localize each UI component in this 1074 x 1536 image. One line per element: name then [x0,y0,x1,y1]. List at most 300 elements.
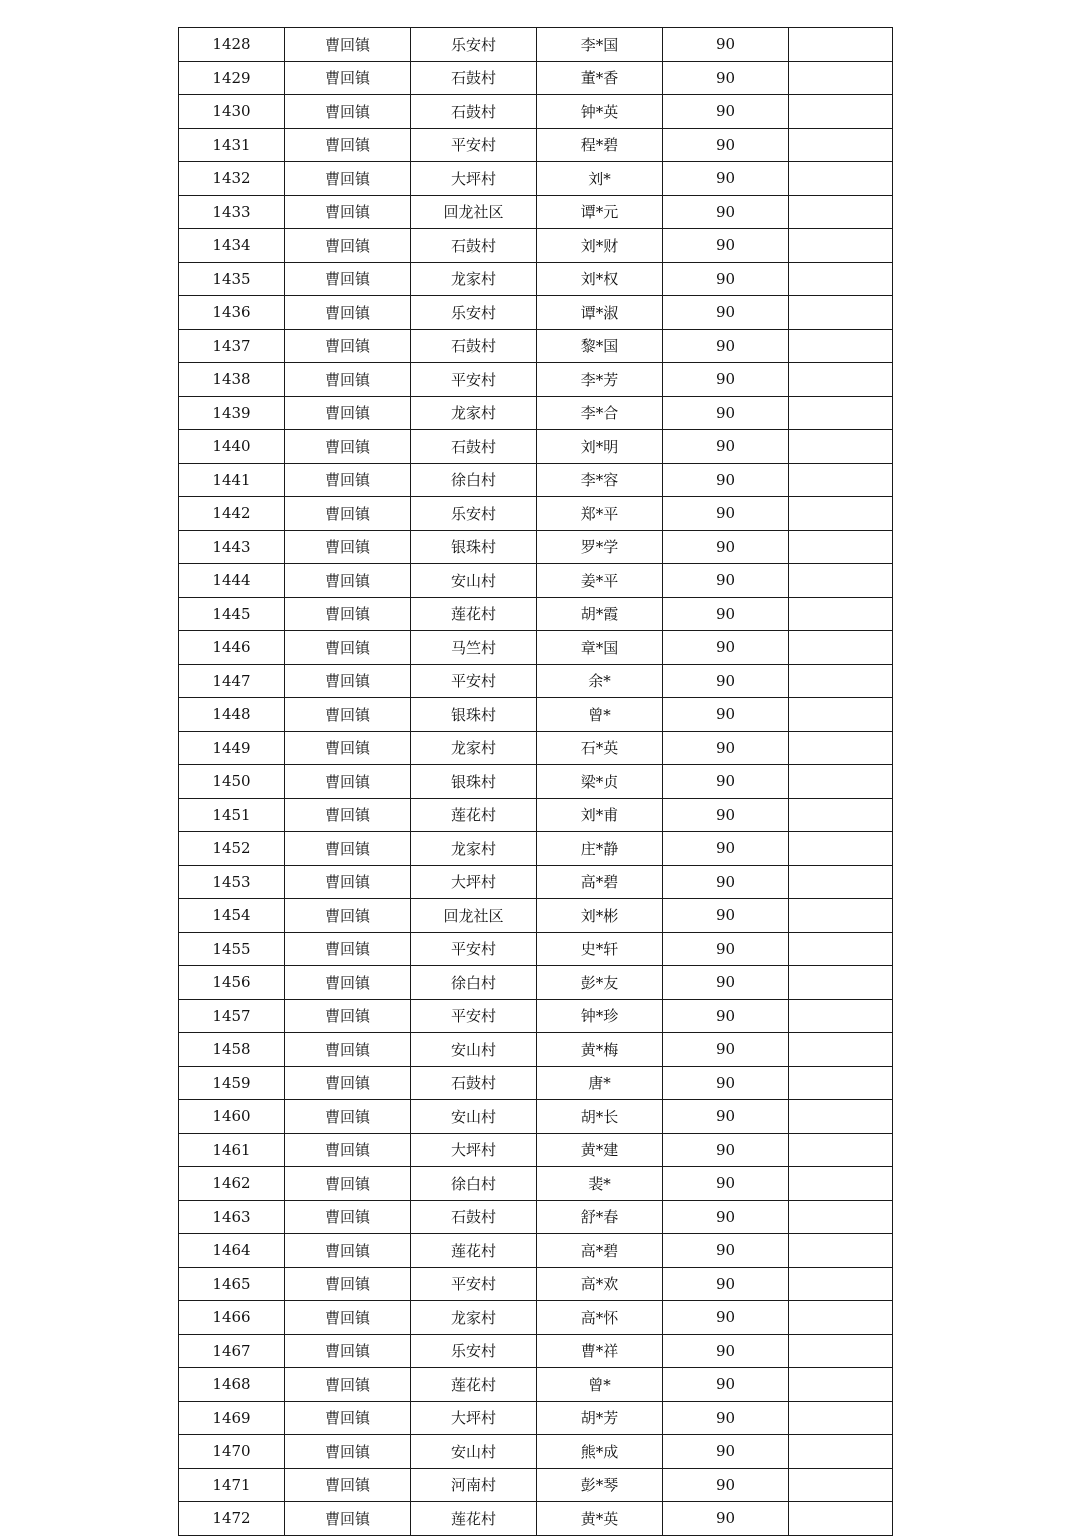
name-cell: 庄*静 [537,832,663,866]
serial-number-cell: 1467 [179,1334,285,1368]
serial-number-cell: 1461 [179,1133,285,1167]
serial-number-cell: 1447 [179,664,285,698]
name-cell: 熊*成 [537,1435,663,1469]
remark-cell [789,765,893,799]
remark-cell [789,1368,893,1402]
serial-number-cell: 1448 [179,698,285,732]
village-cell: 徐白村 [411,966,537,1000]
name-cell: 彭*友 [537,966,663,1000]
town-cell: 曹回镇 [285,1334,411,1368]
amount-cell: 90 [663,1200,789,1234]
town-cell: 曹回镇 [285,1468,411,1502]
amount-cell: 90 [663,128,789,162]
serial-number-cell: 1453 [179,865,285,899]
village-cell: 龙家村 [411,832,537,866]
town-cell: 曹回镇 [285,497,411,531]
town-cell: 曹回镇 [285,564,411,598]
village-cell: 安山村 [411,1033,537,1067]
serial-number-cell: 1429 [179,61,285,95]
table-row [179,899,893,933]
remark-cell [789,363,893,397]
name-cell: 石*英 [537,731,663,765]
village-cell: 安山村 [411,1100,537,1134]
amount-cell: 90 [663,1167,789,1201]
name-cell: 高*欢 [537,1267,663,1301]
town-cell: 曹回镇 [285,1267,411,1301]
town-cell: 曹回镇 [285,1435,411,1469]
village-cell: 马竺村 [411,631,537,665]
town-cell: 曹回镇 [285,798,411,832]
remark-cell [789,698,893,732]
amount-cell: 90 [663,932,789,966]
serial-number-cell: 1428 [179,28,285,62]
amount-cell: 90 [663,1234,789,1268]
remark-cell [789,530,893,564]
town-cell: 曹回镇 [285,1167,411,1201]
amount-cell: 90 [663,966,789,1000]
remark-cell [789,430,893,464]
town-cell: 曹回镇 [285,28,411,62]
serial-number-cell: 1430 [179,95,285,129]
amount-cell: 90 [663,1267,789,1301]
name-cell: 钟*珍 [537,999,663,1033]
amount-cell: 90 [663,1502,789,1536]
remark-cell [789,195,893,229]
serial-number-cell: 1452 [179,832,285,866]
serial-number-cell: 1431 [179,128,285,162]
table-row [179,731,893,765]
town-cell: 曹回镇 [285,530,411,564]
remark-cell [789,128,893,162]
serial-number-cell: 1464 [179,1234,285,1268]
table-row [179,396,893,430]
name-cell: 刘*财 [537,229,663,263]
table-row [179,1468,893,1502]
serial-number-cell: 1446 [179,631,285,665]
serial-number-cell: 1439 [179,396,285,430]
name-cell: 黄*梅 [537,1033,663,1067]
amount-cell: 90 [663,631,789,665]
table-row [179,95,893,129]
village-cell: 龙家村 [411,262,537,296]
village-cell: 平安村 [411,999,537,1033]
village-cell: 莲花村 [411,597,537,631]
amount-cell: 90 [663,61,789,95]
remark-cell [789,95,893,129]
name-cell: 谭*元 [537,195,663,229]
serial-number-cell: 1443 [179,530,285,564]
village-cell: 大坪村 [411,162,537,196]
town-cell: 曹回镇 [285,430,411,464]
table-row [179,1267,893,1301]
table-row [179,262,893,296]
serial-number-cell: 1458 [179,1033,285,1067]
remark-cell [789,999,893,1033]
village-cell: 石鼓村 [411,1066,537,1100]
town-cell: 曹回镇 [285,1133,411,1167]
name-cell: 董*香 [537,61,663,95]
table-row [179,1033,893,1067]
town-cell: 曹回镇 [285,832,411,866]
village-cell: 回龙社区 [411,899,537,933]
town-cell: 曹回镇 [285,363,411,397]
village-cell: 乐安村 [411,296,537,330]
serial-number-cell: 1455 [179,932,285,966]
town-cell: 曹回镇 [285,1502,411,1536]
name-cell: 刘*明 [537,430,663,464]
table-row [179,463,893,497]
remark-cell [789,1133,893,1167]
name-cell: 胡*霞 [537,597,663,631]
village-cell: 石鼓村 [411,1200,537,1234]
remark-cell [789,1468,893,1502]
amount-cell: 90 [663,597,789,631]
table-row [179,1234,893,1268]
table-row [179,61,893,95]
name-cell: 李*国 [537,28,663,62]
name-cell: 李*容 [537,463,663,497]
village-cell: 银珠村 [411,698,537,732]
serial-number-cell: 1440 [179,430,285,464]
town-cell: 曹回镇 [285,296,411,330]
town-cell: 曹回镇 [285,1234,411,1268]
town-cell: 曹回镇 [285,698,411,732]
amount-cell: 90 [663,865,789,899]
name-cell: 黎*国 [537,329,663,363]
name-cell: 刘*彬 [537,899,663,933]
name-cell: 李*芳 [537,363,663,397]
remark-cell [789,1435,893,1469]
name-cell: 谭*淑 [537,296,663,330]
serial-number-cell: 1465 [179,1267,285,1301]
amount-cell: 90 [663,999,789,1033]
serial-number-cell: 1433 [179,195,285,229]
serial-number-cell: 1471 [179,1468,285,1502]
remark-cell [789,832,893,866]
name-cell: 裴* [537,1167,663,1201]
village-cell: 莲花村 [411,1234,537,1268]
name-cell: 高*怀 [537,1301,663,1335]
village-cell: 平安村 [411,363,537,397]
name-cell: 程*碧 [537,128,663,162]
remark-cell [789,396,893,430]
table-row [179,1066,893,1100]
town-cell: 曹回镇 [285,61,411,95]
serial-number-cell: 1432 [179,162,285,196]
table-row [179,1301,893,1335]
amount-cell: 90 [663,899,789,933]
amount-cell: 90 [663,1468,789,1502]
table-row [179,1133,893,1167]
serial-number-cell: 1468 [179,1368,285,1402]
remark-cell [789,798,893,832]
amount-cell: 90 [663,430,789,464]
village-cell: 龙家村 [411,396,537,430]
town-cell: 曹回镇 [285,1100,411,1134]
table-row [179,832,893,866]
village-cell: 徐白村 [411,463,537,497]
serial-number-cell: 1469 [179,1401,285,1435]
village-cell: 徐白村 [411,1167,537,1201]
village-cell: 龙家村 [411,1301,537,1335]
serial-number-cell: 1445 [179,597,285,631]
town-cell: 曹回镇 [285,1033,411,1067]
village-cell: 平安村 [411,1267,537,1301]
amount-cell: 90 [663,1435,789,1469]
serial-number-cell: 1456 [179,966,285,1000]
amount-cell: 90 [663,1133,789,1167]
town-cell: 曹回镇 [285,1401,411,1435]
amount-cell: 90 [663,463,789,497]
roster-table-body [179,28,893,1536]
table-row [179,966,893,1000]
amount-cell: 90 [663,1401,789,1435]
name-cell: 曹*祥 [537,1334,663,1368]
table-row [179,195,893,229]
town-cell: 曹回镇 [285,128,411,162]
village-cell: 莲花村 [411,1502,537,1536]
name-cell: 姜*平 [537,564,663,598]
name-cell: 李*合 [537,396,663,430]
name-cell: 章*国 [537,631,663,665]
amount-cell: 90 [663,1301,789,1335]
town-cell: 曹回镇 [285,731,411,765]
town-cell: 曹回镇 [285,229,411,263]
serial-number-cell: 1470 [179,1435,285,1469]
serial-number-cell: 1441 [179,463,285,497]
name-cell: 黄*建 [537,1133,663,1167]
remark-cell [789,229,893,263]
serial-number-cell: 1451 [179,798,285,832]
serial-number-cell: 1462 [179,1167,285,1201]
village-cell: 平安村 [411,128,537,162]
town-cell: 曹回镇 [285,1368,411,1402]
roster-table [178,27,893,1536]
serial-number-cell: 1442 [179,497,285,531]
remark-cell [789,61,893,95]
table-row [179,162,893,196]
remark-cell [789,1267,893,1301]
village-cell: 大坪村 [411,1401,537,1435]
amount-cell: 90 [663,28,789,62]
town-cell: 曹回镇 [285,966,411,1000]
name-cell: 刘* [537,162,663,196]
village-cell: 石鼓村 [411,430,537,464]
amount-cell: 90 [663,832,789,866]
remark-cell [789,631,893,665]
table-row [179,296,893,330]
town-cell: 曹回镇 [285,865,411,899]
table-row [179,698,893,732]
remark-cell [789,1066,893,1100]
village-cell: 安山村 [411,1435,537,1469]
remark-cell [789,28,893,62]
village-cell: 大坪村 [411,1133,537,1167]
table-row [179,1334,893,1368]
village-cell: 石鼓村 [411,329,537,363]
village-cell: 河南村 [411,1468,537,1502]
serial-number-cell: 1434 [179,229,285,263]
village-cell: 回龙社区 [411,195,537,229]
amount-cell: 90 [663,296,789,330]
village-cell: 平安村 [411,664,537,698]
remark-cell [789,966,893,1000]
name-cell: 舒*春 [537,1200,663,1234]
village-cell: 莲花村 [411,798,537,832]
table-row [179,1502,893,1536]
serial-number-cell: 1435 [179,262,285,296]
village-cell: 银珠村 [411,530,537,564]
name-cell: 史*轩 [537,932,663,966]
amount-cell: 90 [663,664,789,698]
remark-cell [789,463,893,497]
village-cell: 石鼓村 [411,229,537,263]
village-cell: 乐安村 [411,497,537,531]
amount-cell: 90 [663,396,789,430]
town-cell: 曹回镇 [285,631,411,665]
name-cell: 胡*长 [537,1100,663,1134]
town-cell: 曹回镇 [285,463,411,497]
serial-number-cell: 1457 [179,999,285,1033]
table-row [179,1368,893,1402]
table-row [179,999,893,1033]
amount-cell: 90 [663,530,789,564]
remark-cell [789,865,893,899]
town-cell: 曹回镇 [285,765,411,799]
village-cell: 石鼓村 [411,61,537,95]
table-row [179,1167,893,1201]
serial-number-cell: 1438 [179,363,285,397]
remark-cell [789,162,893,196]
village-cell: 乐安村 [411,28,537,62]
town-cell: 曹回镇 [285,396,411,430]
village-cell: 平安村 [411,932,537,966]
serial-number-cell: 1436 [179,296,285,330]
remark-cell [789,899,893,933]
amount-cell: 90 [663,1334,789,1368]
remark-cell [789,262,893,296]
table-row [179,631,893,665]
serial-number-cell: 1472 [179,1502,285,1536]
table-row [179,128,893,162]
remark-cell [789,1167,893,1201]
name-cell: 高*碧 [537,865,663,899]
name-cell: 刘*甫 [537,798,663,832]
amount-cell: 90 [663,698,789,732]
amount-cell: 90 [663,564,789,598]
table-row [179,765,893,799]
amount-cell: 90 [663,329,789,363]
name-cell: 罗*学 [537,530,663,564]
remark-cell [789,1234,893,1268]
amount-cell: 90 [663,1033,789,1067]
serial-number-cell: 1463 [179,1200,285,1234]
amount-cell: 90 [663,262,789,296]
amount-cell: 90 [663,1368,789,1402]
amount-cell: 90 [663,195,789,229]
town-cell: 曹回镇 [285,1066,411,1100]
table-row [179,597,893,631]
village-cell: 龙家村 [411,731,537,765]
serial-number-cell: 1437 [179,329,285,363]
remark-cell [789,1301,893,1335]
table-row [179,363,893,397]
remark-cell [789,1401,893,1435]
remark-cell [789,731,893,765]
village-cell: 安山村 [411,564,537,598]
amount-cell: 90 [663,95,789,129]
table-row [179,932,893,966]
remark-cell [789,1502,893,1536]
remark-cell [789,932,893,966]
remark-cell [789,564,893,598]
village-cell: 乐安村 [411,1334,537,1368]
table-row [179,798,893,832]
table-row [179,329,893,363]
remark-cell [789,1100,893,1134]
table-row [179,229,893,263]
town-cell: 曹回镇 [285,195,411,229]
amount-cell: 90 [663,798,789,832]
town-cell: 曹回镇 [285,999,411,1033]
name-cell: 曾* [537,698,663,732]
amount-cell: 90 [663,765,789,799]
amount-cell: 90 [663,229,789,263]
town-cell: 曹回镇 [285,329,411,363]
table-row [179,1435,893,1469]
serial-number-cell: 1459 [179,1066,285,1100]
amount-cell: 90 [663,162,789,196]
name-cell: 黄*英 [537,1502,663,1536]
village-cell: 莲花村 [411,1368,537,1402]
remark-cell [789,329,893,363]
town-cell: 曹回镇 [285,1200,411,1234]
table-row [179,497,893,531]
remark-cell [789,1033,893,1067]
serial-number-cell: 1444 [179,564,285,598]
remark-cell [789,664,893,698]
village-cell: 石鼓村 [411,95,537,129]
name-cell: 高*碧 [537,1234,663,1268]
table-row [179,430,893,464]
town-cell: 曹回镇 [285,1301,411,1335]
table-row [179,865,893,899]
serial-number-cell: 1449 [179,731,285,765]
name-cell: 胡*芳 [537,1401,663,1435]
name-cell: 曾* [537,1368,663,1402]
name-cell: 钟*英 [537,95,663,129]
amount-cell: 90 [663,731,789,765]
serial-number-cell: 1454 [179,899,285,933]
town-cell: 曹回镇 [285,597,411,631]
town-cell: 曹回镇 [285,932,411,966]
town-cell: 曹回镇 [285,262,411,296]
table-row [179,28,893,62]
table-row [179,1401,893,1435]
amount-cell: 90 [663,363,789,397]
name-cell: 彭*琴 [537,1468,663,1502]
table-row [179,530,893,564]
table-row [179,1100,893,1134]
table-row [179,564,893,598]
village-cell: 银珠村 [411,765,537,799]
amount-cell: 90 [663,497,789,531]
table-row [179,1200,893,1234]
town-cell: 曹回镇 [285,162,411,196]
serial-number-cell: 1450 [179,765,285,799]
serial-number-cell: 1460 [179,1100,285,1134]
remark-cell [789,497,893,531]
